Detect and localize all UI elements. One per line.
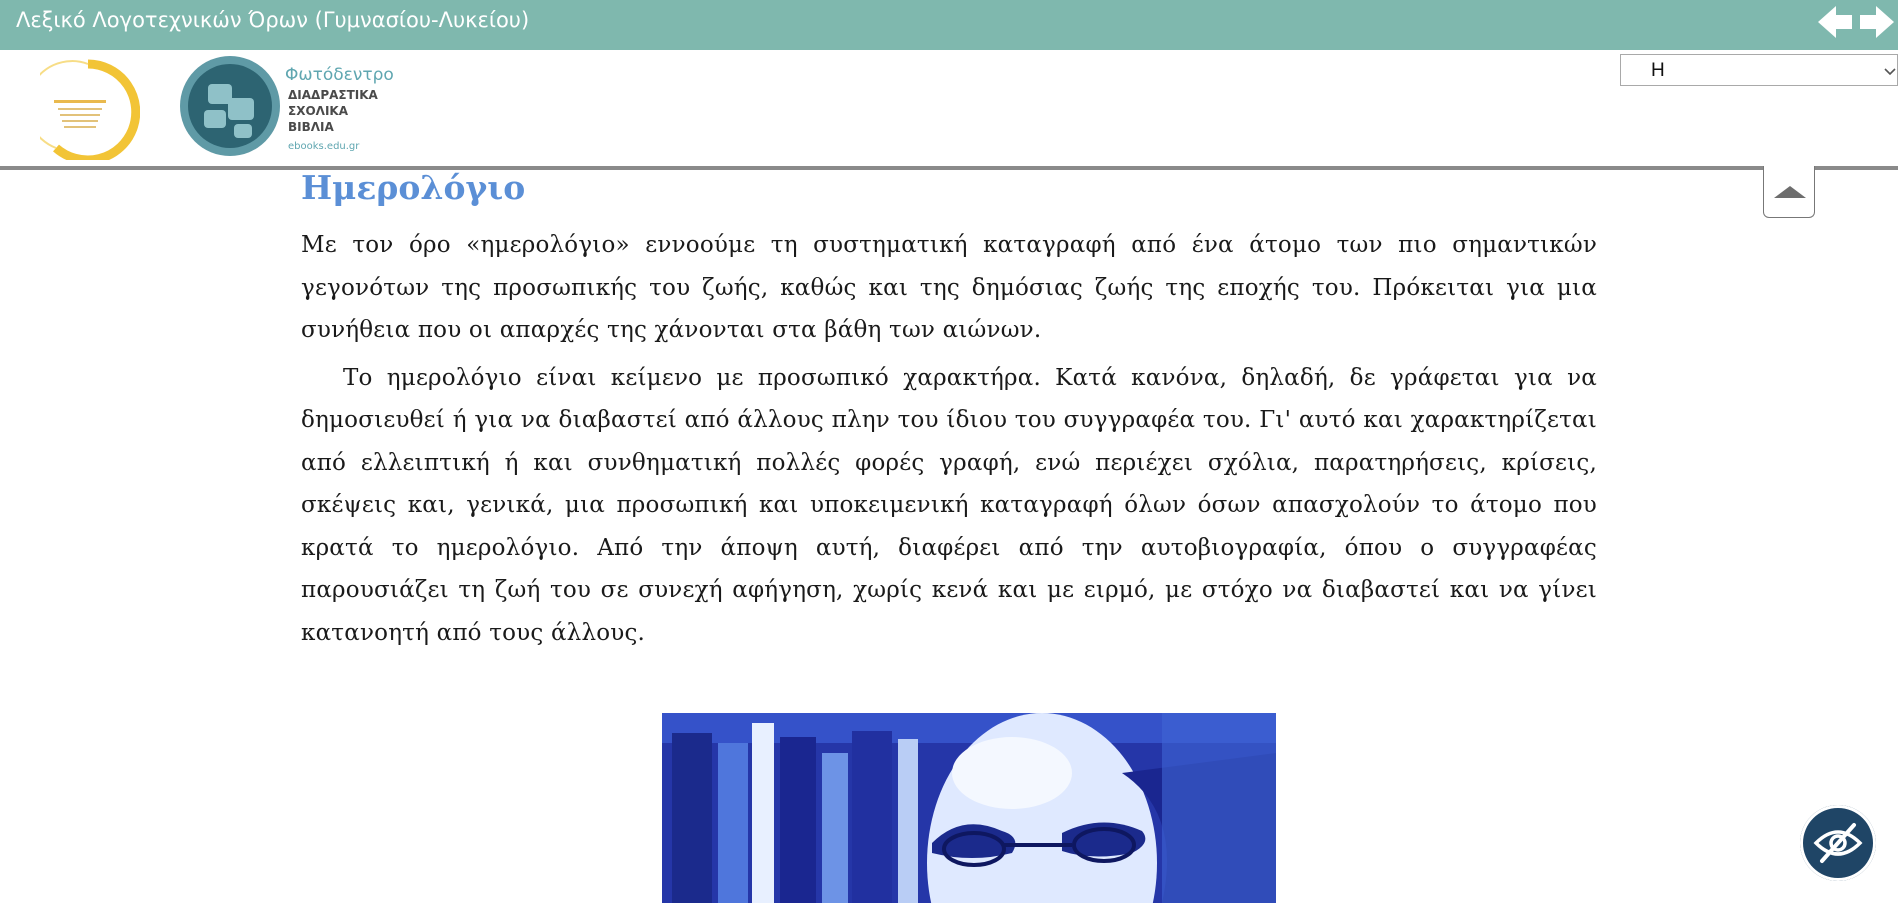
- arrow-left-icon[interactable]: [1816, 3, 1856, 41]
- triangle-up-icon: [1774, 182, 1806, 200]
- eye-slash-icon: [1800, 805, 1876, 881]
- chevron-down-icon: [1883, 64, 1897, 78]
- logo-title: Φωτόδεντρο: [285, 65, 394, 85]
- entry-title: Ημερολόγιο: [301, 168, 526, 207]
- logo-url: ebooks.edu.gr: [288, 141, 360, 152]
- portrait-image: [662, 713, 1276, 903]
- entry-content: [301, 166, 1597, 654]
- entry-paragraph: Το ημερολόγιο είναι κείμενο με προσωπικό χαρακτήρα. Κατά κανόνα, δηλαδή, δε γράφεται για να δημοσιευθεί ή για να διαβαστεί από άλλους πλην του ίδιου του συγγραφέα του. Γι' αυτό και χαρακτηρίζεται από ελλειπτική ή και συνθηματική πολλές φορές γραφή, ενώ περιέχει σχόλια, παρατηρήσεις, κρίσεις, σκέψεις και, γενικά, μια προσωπική και υποκειμενική καταγραφή όλων όσων απασχολούν το άτομο που κρατά το ημερολόγιο. Από την άποψη αυτή, διαφέρει από την αυτοβιογραφία, όπου ο συγγραφέας παρουσιάζει τη ζωή του σε συνεχή αφήγηση, χωρίς κενά και με ειρμό, με στόχο να διαβαστεί και να γίνει κατανοητή από τους άλλους.: [301, 364, 1597, 646]
- arrow-right-icon[interactable]: [1856, 3, 1896, 41]
- entry-paragraph: Με τον όρο «ημερολόγιο» εννοούμε τη συστηματική καταγραφή από ένα άτομο των πιο σημαντικών γεγονότων της προσωπικής του ζωής, καθώς και της δημόσιας ζωής της εποχής του. Πρόκειται για μια συνήθεια που οι απαρχές της χάνονται στα βάθη των αιώνων.: [301, 232, 1597, 343]
- letter-select[interactable]: [1620, 54, 1898, 86]
- app-title: Λεξικό Λογοτεχνικών Όρων (Γυμνασίου-Λυκείου): [16, 8, 530, 32]
- logo-line2: ΣΧΟΛΙΚΑ: [288, 104, 348, 118]
- fotodentro-logo: [178, 54, 408, 164]
- header-bar: [0, 50, 1898, 170]
- logo-line1: ΔΙΑΔΡΑΣΤΙΚΑ: [288, 88, 378, 102]
- accessibility-toggle-button[interactable]: [1800, 805, 1876, 881]
- logo-line3: ΒΙΒΛΙΑ: [288, 120, 334, 134]
- scroll-to-top-button[interactable]: [1763, 166, 1815, 218]
- letter-select-value: Η: [1651, 60, 1665, 81]
- top-bar: [0, 0, 1898, 50]
- ministry-logo: [40, 56, 140, 160]
